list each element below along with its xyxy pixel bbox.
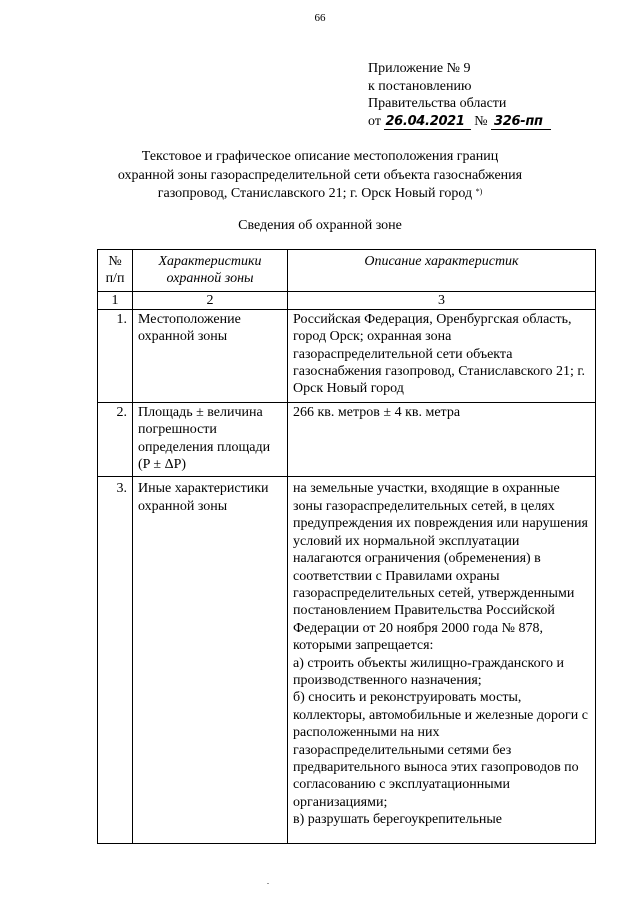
- annex-date-line: [368, 113, 551, 131]
- annex-line-1: Приложение № 9: [368, 61, 471, 76]
- row-description-intro: на земельные участки, входящие в охранные зоны газораспределительных сетей, в целях предупреждения их повреждения или нарушения условий их нормальной эксплуатации налагаются ограничения (обременения) в соответствии с Правилами охраны газораспределительных сетей, утвержденными постановлением Правительства Российской Федерации от 20 ноября 2000 года № 878, которыми запрещается:: [293, 481, 588, 654]
- annex-block: [368, 60, 551, 130]
- section-subtitle: Сведения об охранной зоне: [238, 218, 402, 233]
- page-number: 66: [314, 12, 326, 24]
- annex-line-2: к постановлению: [368, 78, 472, 94]
- row-number: 1.: [98, 309, 133, 402]
- header-characteristics-line-2: охранной зоны: [166, 271, 254, 287]
- scan-artifact: [267, 883, 269, 884]
- table-header-row: [98, 250, 596, 292]
- header-number-pp: п/п: [105, 271, 125, 287]
- title-line-1: Текстовое и графическое описание местоположения границ: [141, 149, 499, 164]
- row-characteristic: Иные характеристики охранной зоны: [133, 477, 288, 844]
- header-characteristics: [133, 250, 288, 292]
- row-description: Российская Федерация, Оренбургская область, город Орск; охранная зона газораспределительной сети объекта газоснабжения газопровод, Станиславского 21; г. Орск Новый город: [288, 309, 596, 402]
- document-title: [80, 148, 560, 204]
- handwritten-date: 26.04.2021: [384, 115, 470, 130]
- header-number-symbol: №: [108, 254, 122, 269]
- row-characteristic: Местоположение охранной зоны: [133, 309, 288, 402]
- restriction-item-c: в) разрушать берегоукрепительные: [293, 812, 503, 828]
- column-number-3: 3: [288, 291, 596, 309]
- table-row: [98, 477, 596, 844]
- row-description-cell: [288, 477, 596, 844]
- column-number-row: [98, 291, 596, 309]
- annex-number-prefix: №: [474, 113, 488, 129]
- annex-line-3: Правительства области: [368, 96, 507, 111]
- column-number-2: 2: [133, 291, 288, 309]
- row-number: 2.: [98, 402, 133, 477]
- row-number: 3.: [98, 477, 133, 844]
- footnote-mark: *): [475, 187, 483, 196]
- title-line-2: охранной зоны газораспределительной сети объекта газоснабжения: [117, 167, 523, 183]
- annex-from-prefix: от: [368, 113, 381, 129]
- row-characteristic: Площадь ± величина погрешности определения площади (P ± ΔP): [133, 402, 288, 477]
- title-line-3: [80, 185, 560, 204]
- table-row: [98, 309, 596, 402]
- table-row: [98, 402, 596, 477]
- zone-info-table: [97, 249, 596, 844]
- column-number-1: 1: [98, 291, 133, 309]
- row-description: 266 кв. метров ± 4 кв. метра: [288, 402, 596, 477]
- header-number: [98, 250, 133, 292]
- restriction-item-a: а) строить объекты жилищно-гражданского и производственного назначения;: [293, 655, 564, 688]
- header-characteristics-line-1: Характеристики: [158, 254, 262, 269]
- restriction-item-b: б) сносить и реконструировать мосты, коллекторы, автомобильные и железные дороги с расположенными на них газораспределительными сетями без предварительного выноса этих газопроводов по согласованию с эксплуатационными организациями;: [293, 690, 588, 810]
- title-line-3-text: газопровод, Станиславского 21; г. Орск Новый город: [157, 186, 473, 201]
- header-description: Описание характеристик: [288, 250, 596, 292]
- handwritten-number: 326-пп: [491, 115, 551, 130]
